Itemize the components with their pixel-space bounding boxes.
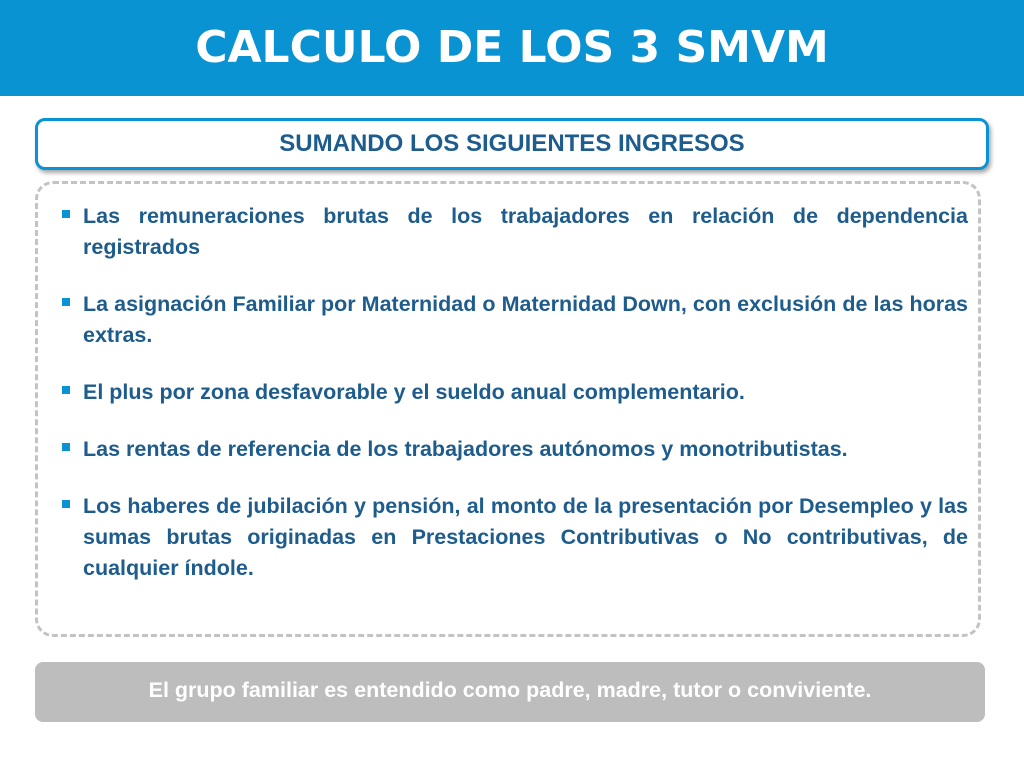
bullet-square-icon: [48, 491, 83, 508]
bullet-text: Las rentas de referencia de los trabajadores autónomos y monotributistas.: [83, 437, 848, 461]
bullet-square-icon: [48, 201, 83, 218]
bullet-item-rentas: [48, 434, 968, 465]
bullet-item-remuneraciones: [48, 201, 968, 263]
bullet-text: Los haberes de jubilación y pensión, al monto de la presentación por Desempleo y las sumas brutas originadas en Prestaciones Contributivas o No contributivas, de cualquier índole.: [83, 494, 968, 580]
bullet-square-icon: [48, 377, 83, 394]
page-title: CALCULO DE LOS 3 SMVM: [195, 21, 829, 73]
subtitle-box: [35, 118, 989, 170]
footer-note-text: El grupo familiar es entendido como padre, madre, tutor o conviviente.: [148, 677, 872, 702]
bullet-item-plus-zona: [48, 377, 968, 408]
subtitle-text: SUMANDO LOS SIGUIENTES INGRESOS: [279, 130, 745, 157]
bullet-square-icon: [48, 434, 83, 451]
bullet-item-haberes: [48, 491, 968, 584]
bullet-text: La asignación Familiar por Maternidad o Maternidad Down, con exclusión de las horas extras.: [83, 292, 968, 347]
bullet-list: [48, 201, 968, 610]
bullet-item-asignacion: [48, 289, 968, 351]
bullet-square-icon: [48, 289, 83, 306]
footer-note-box: [35, 662, 985, 722]
content-box: [35, 181, 981, 637]
header-bar: [0, 0, 1024, 96]
bullet-text: El plus por zona desfavorable y el sueldo anual complementario.: [83, 380, 745, 404]
bullet-text: Las remuneraciones brutas de los trabajadores en relación de dependencia registrados: [83, 204, 968, 259]
